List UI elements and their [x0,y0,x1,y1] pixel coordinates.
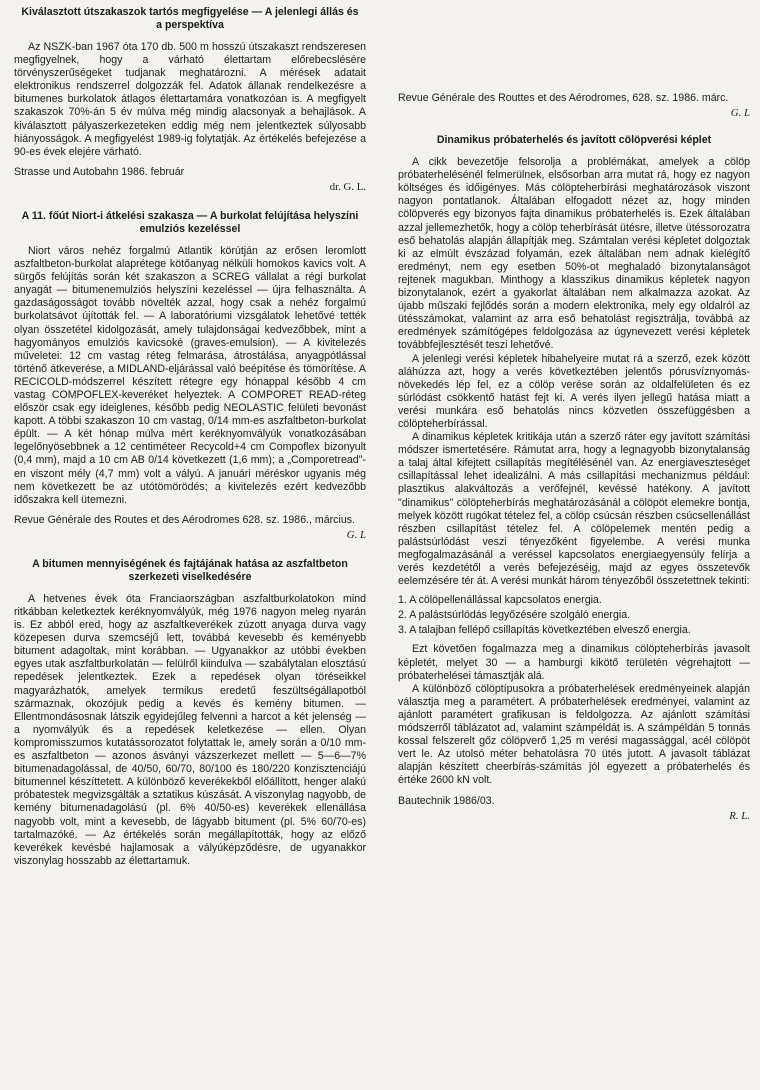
article-dynamic-load-test [398,134,750,823]
article-source: Bautechnik 1986/03. [398,794,495,807]
article-paragraph: Az NSZK-ban 1967 óta 170 db. 500 m hosszú útszakaszt rendszeresen megfigyelnek, hogy a várható élettartam előrebecslésére törvényszerűségeket tudjanak meghatározni. A mérések adatait elektronikus rendszerrel dolgozzák fel. Adatok állanak rendelkezésre a bitumenes burkolatok átlagos élettartamára vonatkozóan is. A megfigyelt szakaszok 70%-án 5 év múlva még mindig alacsonyak a behajlások. A kiválasztott pályaszerkezeteken eddig még nem jelentkeztek súlyosabb hiányosságok. A megfigyelést 1989-ig folytatják. Az értékelés befejezése a 90-es évek elejére várható. [14,41,366,158]
article-paragraph: A különböző cölöptípusokra a próbaterhelések eredményeinek alapján választja meg a paramétert. A próbaterhelések eredményei, valamint az ajánlott paramétert grafikusan is feldolgozza. Az ajánlott számítási módszerről táblázatot ad, valamint számpéldát is. A számpéldán 5 tonnás kossal felszerelt gőz cölöpverő 1,25 m verési magassággal, acél cölöpöt vert le. Az utolsó méter behatolásra 70 ütés jutott. A javasolt táblázat alapján készített cheerbírás-számítás jól egyezett a próbaterhelés és értéke 2600 kN volt. [398,682,750,787]
article-source: Revue Générale des Routes et des Aérodromes 628. sz. 1986., március. [14,513,355,526]
article-title: Kiválasztott útszakaszok tartós megfigyelése — A jelenlegi állás és a perspektíva [21,6,359,31]
article-title: Dinamikus próbaterhelés és javított cölöpverési képlet [436,134,712,147]
article-paragraph: A dinamikus képletek kritikája után a szerző ráter egy javított számítási módszer ismertetésére. Rámutat arra, hogy a legnagyobb bizonytalanság a talaj által kifejtett csillapítás megítélésénél van. Az energiaveszteséget csillapítással lehet idealizálni. A más csillapítási mechanizmus például: plasztikus alakváltozás a verőfejnél, kevéssé hatékony. A javított "dinamikus" cölöpteherbírás meghatározásánál a cölöpöt elemekre bontja, melyek között rugókat tételez fel, a cölöp csúcsán részben csúcsellenállást részben csillapítást tételez fel. A cölöpelemek mentén pedig a palástsúrlódást veszi tényezőként figyelembe. A verési munka megfogalmazásánál a veréssel kapcsolatos energiaegyensúly felírja a verés kezdetétől a verés befejezéséig, majd az egyes összetevők eelemzésére tér át. A verési munkát három tényezőből összetettnek tekinti: [398,431,750,588]
article-road-monitoring [14,6,366,194]
article-paragraph: Niort város nehéz forgalmú Atlantik körútján az erősen leromlott aszfaltbeton-burkolat alaprétege kötőanyag nélküli homokos kavics volt. A sürgős felújítás során két szakaszon a SCREG vállalat a régi burkolat anyagát — bitumenemulziós helyszíni kezeléssel — újra felhasználta. A gazdaságosságot tovább növelték azzal, hogy csak a nehéz forgalmú burkolatsávot újították fel. — A laboratóriumi vizsgálatok lehetővé tették olyan összetétel kidolgozását, amely tulajdonságai kedvezőbbek, mint a hagyományos emulziós kavicsoké (graves-emulsion). — A kivitelezés műveletei: 12 cm vastag réteg felmarása, átrostálása, anyagpótlással történő átkeverése, a MIDLAND-eljárással való beépítése és tömörítése. A RECICOLD-módszerrel készített rétegre egy hónappal később 4 cm vastag COMPOFLEX-keveréket helyeztek. A COMPORET READ-réteg először csak egy ideiglenes, később pedig NEOLASTIC felületi bevonást kapott. A többi szakaszon 10 cm vastag, 0/14 mm-es aszfaltbeton-burkolat épült. — A két hónap múlva mért keréknyomvályúk vonatkozásában legelőnyösebbnek a 12 centiméteer Recycold+4 cm Compoflex bizonyult (0,4 mm), majd a 10 cm AB 0/14 következett (1,6 mm); a „Comporetread"-en viszont mély (4,7 mm) volt a vályú. A januári méréskor ugyanis még nem következett be az utótömörödés; a kivitelezés ezért kedvezőbb időszakra kell ütemezni. [14,244,366,506]
article-title: A bitumen mennyiségének és fajtájának hatása az aszfaltbeton szerkezeti viselkedésére [32,557,348,583]
article-author: R. L. [729,809,750,822]
left-column [14,0,366,868]
article-paragraph: A hetvenes évek óta Franciaországban aszfaltburkolatokon mind ritkábban keletkeztek keréknyomvályúk, még 1976 nagyon meleg nyarán is. Ez abból ered, hogy az aszfaltkeverékek zúzott anyaga durva vagy közepesen durva szemcséjű lett, továbbá kevesebb és keményebb bitument adagoltak, mint korábban. — Ugyanakkor az utóbbi években egyes utak aszfaltburkolatán — felülről kiindulva — szabálytalan elosztású repedések jelentkeztek. Ezek a repedések olyan töréseikkel magyarázhatók, amelyek termikus eredetű feszültségállapotból származnak, okozójuk pedig a kevés és kemény bitumen. — Ellentmondásosnak látszik egyidejűleg felvenni a harcot a két jelenség — a nyomvályúk és a repedések keletkezése — ellen. Olyan kompromisszumos kutatássorozatot folytattak le, amely során a 0/10 mm-es aszfaltbeton — azonos ásványi vázszerkezet mellett — 5—6—7% bitumenadagolással, de 40/50, 60/70, 80/100 és 180/220 konzisztenciájú bitumennel készíttetett. A különböző keverékekből előállított, henger alakú próbatestek megvizsgálták a sztatikus kúszását. A viszonylag nagyobb, de kemény bitumenadagolású (pl. 6% 40/50-es) keverékek ellenállása nagyobb volt, mint a kevesebb, de lágyabb bitument (pl. 5% 60/70-es) tartalmazóké. — Az értékelés során megállapították, hogy az előző keverékek kevésbé hajlamosak a vályúképződésre, de ugyanakkor viszonylag hosszabb az élettartamuk. [14,592,366,867]
article-title: A 11. főút Niort-i átkelési szakasza — A burkolat felújítása helyszíni emulziós kezeléssel [21,209,359,235]
article-source: Revue Générale des Routtes et des Aérodromes, 628. sz. 1986. márc. [398,92,729,104]
article-bitumen-source [398,92,750,120]
article-paragraph: A jelenlegi verési képletek hibahelyeire mutat rá a szerző, ezek között aláhúzza azt, hogy a verés következtében jelentős pórusvíznyomás-növekedés lép fel, ez a cölöp verése során az oldalfelületen és ez súrlódást csökkentő hatást fejt ki. A verés ilyen jellegű hatása miatt a verési munkára eső behatolás nincs közvetlen összefüggésben a cölöpteherbírással. [398,352,750,430]
article-paragraph: A cikk bevezetője felsorolja a problémákat, amelyek a cölöp próbaterhelésénél felmerülnek, elsősorban arra mutat rá, hogy ez nagyon költséges és időigényes. Más cölöpteherbírási meghatározások viszont nagyon pontatlanok. Általában elfogadott nézet az, hogy minden cölöpverés egy bizonyos fajta dinamikus próbaterhelés is. Ezek általában azzal jellemezhetők, hogy a cölöp teherbírását ütésre, illetve ütéssorozatra eső behatolás alapján állapítják meg. Számtalan verési képletet dolgoztak ki az elmúlt évszázad folyamán, ezek általában nem adnak kielégítő eredményt, nem egy esetben 50%-ot meghaladó bizonytalanságot rejtenek magukban. Minthogy a klasszikus dinamikus képletek nagyon bizonytalanok, ezért a gyakorlat általában nem alkalmazza azokat. Az újabb műszaki fejlődés során a modern elektronika, mely egy oldalról az ütésszámokat, valamint az arra eső behatolást regisztrálja, továbbá az eredmények számítógépes feldolgozása az úgynevezett verési képletek továbbfejlesztését teszi lehetővé. [398,156,750,352]
right-column [398,0,750,823]
energy-components-list [398,594,750,637]
article-source: Strasse und Autobahn 1986. február [14,165,185,178]
list-item: 2. A palástsúrlódás legyőzésére szolgáló energia. [398,609,631,622]
article-author: G. L [730,107,750,120]
article-niort-crossing [14,210,366,542]
article-bitumen-quantity [14,558,366,868]
list-item: 1. A cölöpellenállással kapcsolatos energia. [398,594,602,607]
article-author: dr. G. L. [329,180,366,193]
article-author: G. L [346,528,366,541]
list-item: 3. A talajban fellépő csillapítás következtében elvesző energia. [398,624,691,637]
article-paragraph: Ezt követően fogalmazza meg a dinamikus cölöpteherbírás javasolt képletét, melyet 30 — a hamburgi kikötő területén végrehajtott — próbaterhelései támasztják alá. [398,643,750,682]
